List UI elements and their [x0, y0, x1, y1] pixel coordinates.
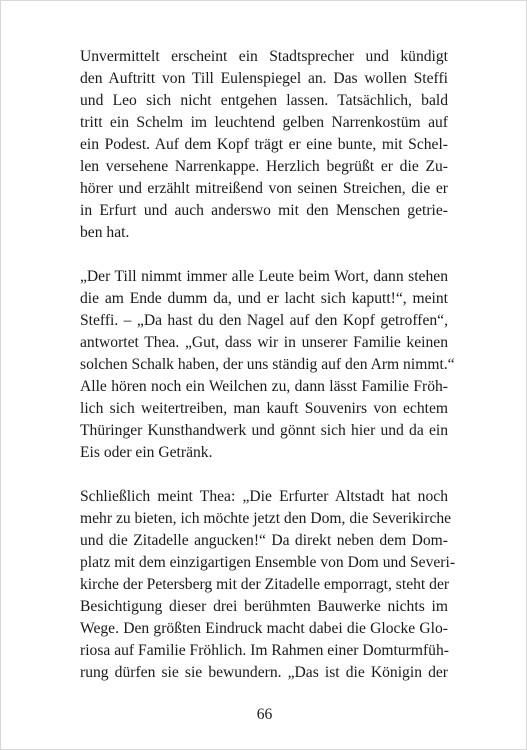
text-line: den Auftritt von Till Eulenspiegel an. Das wollen Steffi	[80, 70, 448, 87]
text-line: antwortet Thea. „Gut, dass wir in unserer Familie keinen	[80, 334, 448, 351]
text-line: Eis oder ein Getränk.	[80, 444, 213, 461]
text-line: Steffi. – „Da hast du den Nagel auf den Kopf getroffen“,	[80, 312, 448, 329]
text-line: Thüringer Kunsthandwerk und gönnt sich hier und da ein	[80, 422, 448, 439]
text-line: hörer und erzählt mitreißend von seinen Streichen, die er	[80, 180, 448, 197]
text-line: solchen Schalk haben, der uns ständig auf den Arm nimmt.“	[80, 356, 455, 373]
text-line: Wege. Den größten Eindruck macht dabei die Glocke Glo-	[80, 620, 448, 637]
text-line: die am Ende dumm da, und er lacht sich kaputt!“, meint	[80, 290, 448, 307]
text-line: „Der Till nimmt immer alle Leute beim Wort, dann stehen	[80, 268, 448, 285]
text-line: rung dürfen sie sie bewundern. „Das ist die Königin der	[80, 664, 448, 681]
text-line: Schließlich meint Thea: „Die Erfurter Altstadt hat noch	[80, 488, 448, 505]
text-line: lich sich weitertreiben, man kauft Souvenirs von echtem	[80, 400, 448, 417]
text-line: kirche der Petersberg mit der Zitadelle emporragt, steht der	[80, 576, 450, 593]
text-line: Alle hören noch ein Weilchen zu, dann lässt Familie Fröh-	[80, 378, 448, 395]
text-line: und die Zitadelle angucken!“ Da direkt neben dem Dom-	[80, 532, 448, 549]
page-number: 66	[256, 706, 273, 723]
body-text	[80, 46, 456, 684]
paragraph-1	[80, 46, 448, 244]
text-line: ein Podest. Auf dem Kopf trägt er eine bunte, mit Schel-	[80, 136, 448, 153]
text-line: Besichtigung dieser drei berühmten Bauwerke nichts im	[80, 598, 448, 615]
text-line: und Leo sich nicht entgehen lassen. Tatsächlich, bald	[80, 92, 448, 109]
text-line: ben hat.	[80, 224, 130, 241]
text-line: riosa auf Familie Fröhlich. Im Rahmen einer Domturmfüh-	[80, 642, 449, 659]
paragraph-2	[80, 266, 455, 464]
text-line: platz mit dem einzigartigen Ensemble von Dom und Severi-	[80, 554, 456, 571]
text-line: in Erfurt und auch anderswo mit den Menschen getrie-	[80, 202, 448, 219]
text-line: Unvermittelt erscheint ein Stadtsprecher und kündigt	[80, 48, 448, 65]
text-line: mehr zu bieten, ich möchte jetzt den Dom, die Severikirche	[80, 510, 452, 527]
paragraph-3	[80, 486, 456, 684]
text-line: len versehene Narrenkappe. Herzlich begrüßt er die Zu-	[80, 158, 448, 175]
text-line: tritt ein Schelm im leuchtend gelben Narrenkostüm auf	[80, 114, 448, 131]
